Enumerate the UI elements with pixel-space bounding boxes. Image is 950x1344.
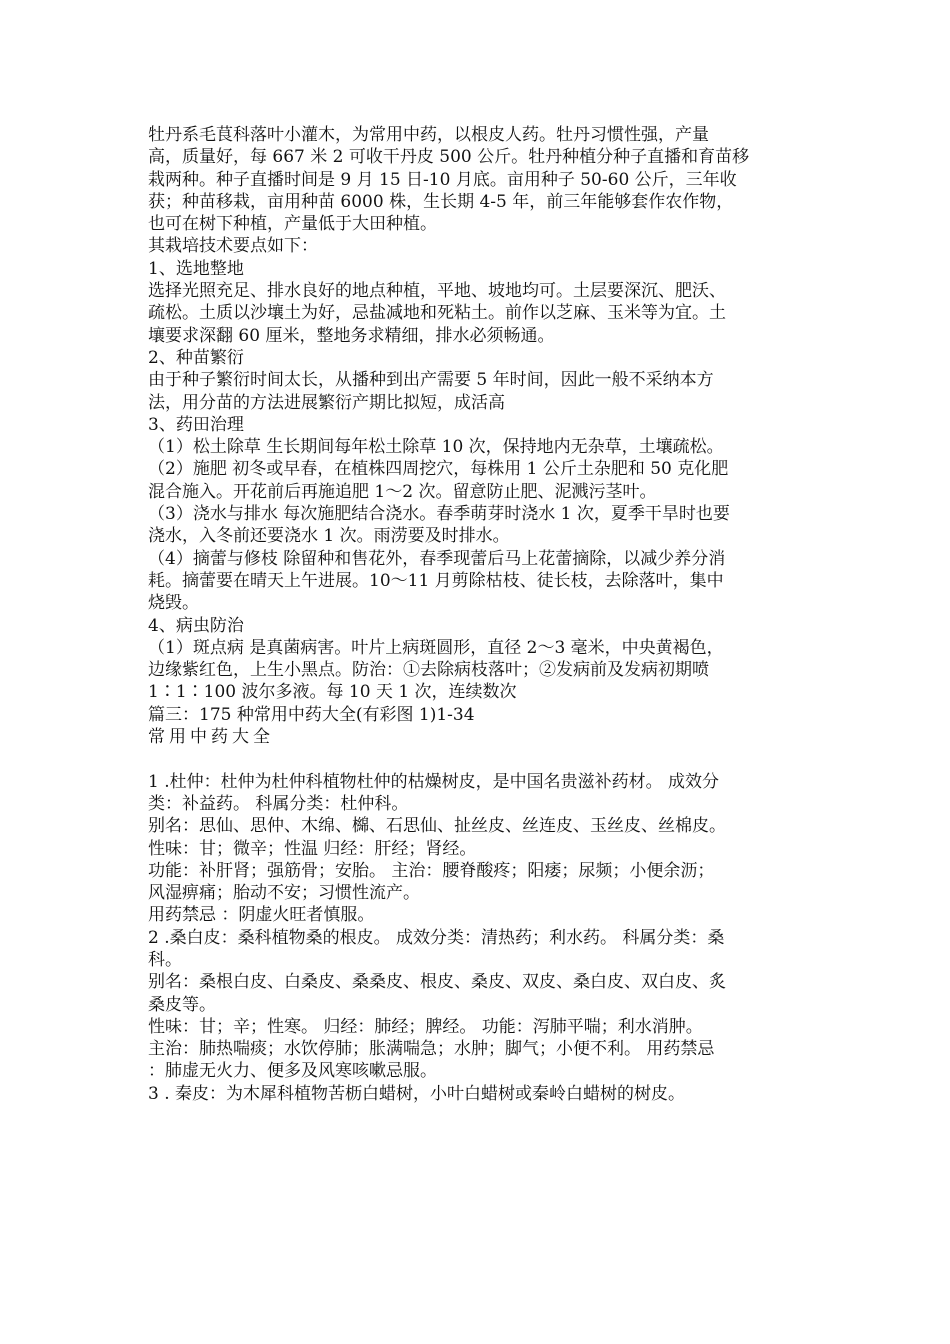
- text-line: 浇水，入冬前还要浇水 1 次。雨涝要及时排水。: [148, 526, 510, 547]
- text-line: 主治：肺热喘痰；水饮停肺；胀满喘急；水肿；脚气；小便不利。 用药禁忌: [148, 1039, 715, 1060]
- text-line: 2 .桑白皮：桑科植物桑的根皮。 成效分类：清热药；利水药。 科属分类：桑: [148, 927, 725, 948]
- text-line: （1）斑点病 是真菌病害。叶片上病斑圆形，直径 2～3 毫米，中央黄褐色，: [148, 637, 724, 658]
- text-line: 法，用分苗的方法进展繁衍产期比拟短，成活高: [148, 392, 505, 413]
- text-line: 科。: [148, 949, 182, 970]
- text-line: 类：补益药。 科属分类：杜仲科。: [148, 793, 409, 814]
- blank-line: [148, 748, 808, 770]
- text-line: 也可在树下种植，产量低于大田种植。: [148, 214, 437, 235]
- text-line: 耗。摘蕾要在晴天上午进展。10～11 月剪除枯枝、徒长枝，去除落叶，集中: [148, 570, 724, 591]
- text-line: 1、选地整地: [148, 258, 244, 279]
- text-line: 烧毁。: [148, 593, 199, 614]
- text-line: 性味：甘；辛；性寒。 归经：肺经；脾经。 功能：泻肺平喘；利水消肿。: [148, 1016, 703, 1037]
- text-line: 1 .杜仲：杜仲为杜仲科植物杜仲的枯燥树皮，是中国名贵滋补药材。 成效分: [148, 771, 720, 792]
- text-line: （1）松土除草 生长期间每年松土除草 10 次，保持地内无杂草，土壤疏松。: [148, 437, 724, 458]
- text-line: 牡丹系毛茛科落叶小灌木，为常用中药，以根皮人药。牡丹习惯性强，产量: [148, 125, 709, 145]
- text-line: 混合施入。开花前后再施追肥 1～2 次。留意防止肥、泥溅污茎叶。: [148, 481, 657, 502]
- text-line: （4）摘蕾与修枝 除留种和售花外，春季现蕾后马上花蕾摘除，以减少养分消: [148, 548, 726, 569]
- text-line: 桑皮等。: [148, 994, 216, 1015]
- text-line: 疏松。土质以沙壤土为好，忌盐减地和死粘土。前作以芝麻、玉米等为宜。土: [148, 303, 726, 324]
- text-line: 用药禁忌 ：阴虚火旺者慎服。: [148, 905, 375, 926]
- text-line: 获；种苗移栽，亩用种苗 6000 株，生长期 4-5 年，前三年能够套作农作物，: [148, 191, 734, 212]
- section-heading: 常用中药大全: [148, 727, 274, 748]
- text-line: 2、种苗繁衍: [148, 347, 244, 368]
- text-line: 风湿痹痛；胎动不安；习惯性流产。: [148, 883, 420, 904]
- text-line: 1∶1∶100 波尔多液。每 10 天 1 次，连续数次: [148, 682, 517, 703]
- document-body: [148, 124, 808, 1105]
- text-line: （3）浇水与排水 每次施肥结合浇水。春季萌芽时浇水 1 次，夏季干旱时也要: [148, 504, 730, 525]
- text-line: 3 . 秦皮：为木犀科植物苦枥白蜡树，小叶白蜡树或秦岭白蜡树的树皮。: [148, 1083, 686, 1104]
- text-line: 篇三：175 种常用中药大全(有彩图 1)1-34: [148, 704, 475, 725]
- text-line: 高，质量好，每 667 米 2 可收干丹皮 500 公斤。牡丹种植分种子直播和育苗移: [148, 147, 750, 168]
- text-line: 选择光照充足、排水良好的地点种植，平地、坡地均可。土层要深沉、肥沃、: [148, 281, 726, 302]
- text-line: 由于种子繁衍时间太长，从播种到出产需要 5 年时间，因此一般不采纳本方: [148, 370, 714, 391]
- text-line: 功能：补肝肾；强筋骨；安胎。 主治：腰脊酸疼；阳痿；尿频；小便余沥；: [148, 860, 715, 881]
- text-line: 性味：甘；微辛；性温 归经：肝经；肾经。: [148, 838, 477, 859]
- text-line: 壤要求深翻 60 厘米，整地务求精细，排水必须畅通。: [148, 325, 555, 346]
- text-line: 别名：桑根白皮、白桑皮、桑桑皮、根皮、桑皮、双皮、桑白皮、双白皮、炙: [148, 972, 726, 993]
- text-line: 别名：思仙、思仲、木绵、檰、石思仙、扯丝皮、丝连皮、玉丝皮、丝棉皮。: [148, 816, 726, 837]
- text-line: 其栽培技术要点如下：: [148, 236, 318, 257]
- text-line: 3、药田治理: [148, 414, 244, 435]
- text-line: 4、病虫防治: [148, 615, 244, 636]
- text-line: 边缘紫红色，上生小黑点。防治：①去除病枝落叶；②发病前及发病初期喷: [148, 660, 709, 681]
- text-line: ：肺虚无火力、便多及风寒咳嗽忌服。: [148, 1061, 437, 1082]
- text-line: 栽两种。种子直播时间是 9 月 15 日-10 月底。亩用种子 50-60 公斤，三年收: [148, 169, 737, 190]
- text-line: （2）施肥 初冬或早春，在植株四周挖穴，每株用 1 公斤土杂肥和 50 克化肥: [148, 459, 729, 480]
